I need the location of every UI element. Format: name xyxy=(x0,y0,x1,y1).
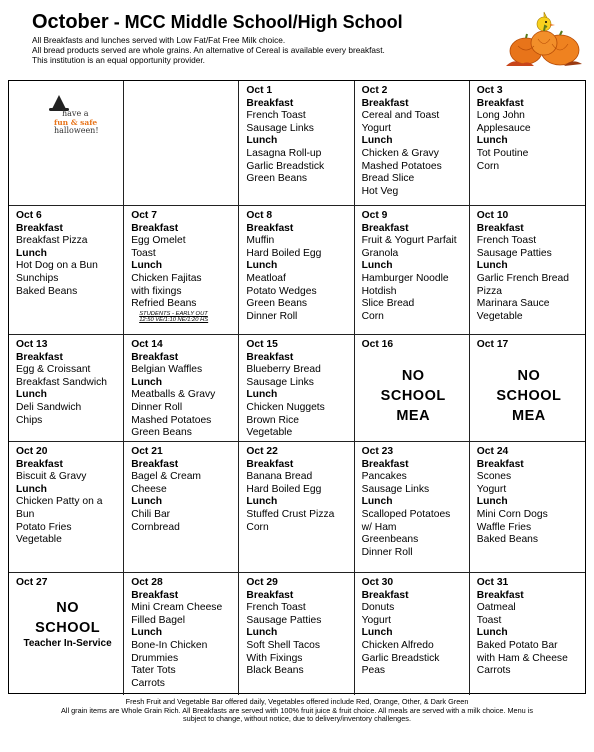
breakfast-item: Donuts xyxy=(361,602,395,614)
day-date: Oct 2 xyxy=(361,85,388,96)
no-school-notice xyxy=(362,366,465,426)
day-date: Oct 14 xyxy=(131,339,163,350)
lunch-item: Chicken Fajitas xyxy=(131,272,202,284)
header-note: All Breakfasts and lunches served with Low Fat/Fat Free Milk choice. xyxy=(32,35,286,45)
breakfast-item: Breakfast Pizza xyxy=(16,235,88,247)
lunch-item: Potato Wedges xyxy=(246,285,317,297)
breakfast-item: Toast xyxy=(476,614,502,626)
day-date: Oct 1 xyxy=(246,85,273,96)
breakfast-item: Applesauce xyxy=(476,122,531,134)
lunch-item: Meatballs & Gravy xyxy=(131,389,216,401)
breakfast-item: Yogurt xyxy=(361,122,391,134)
lunch-label: Lunch xyxy=(131,627,163,639)
day-cell xyxy=(9,206,124,335)
lunch-item: With Fixings xyxy=(246,652,303,664)
day-date: Oct 22 xyxy=(246,446,278,457)
witch-hat-icon xyxy=(52,95,66,109)
day-cell xyxy=(470,81,585,206)
day-date: Oct 9 xyxy=(361,210,388,221)
breakfast-label: Breakfast xyxy=(131,589,179,601)
lunch-item: Chicken Alfredo xyxy=(361,639,434,651)
no-school-line: SCHOOL xyxy=(35,619,101,636)
lunch-item: Garlic Breadstick xyxy=(361,652,440,664)
logo-text: halloween! xyxy=(54,126,99,135)
lunch-label: Lunch xyxy=(246,496,278,508)
lunch-label: Lunch xyxy=(476,627,508,639)
breakfast-item: Banana Bread xyxy=(246,471,313,483)
pumpkins-with-bird-icon xyxy=(504,6,584,72)
lunch-item: Mashed Potatoes xyxy=(131,414,212,426)
breakfast-label: Breakfast xyxy=(361,222,409,234)
lunch-item: Chili Bar xyxy=(131,508,171,520)
day-date: Oct 17 xyxy=(476,339,509,350)
lunch-item: Dinner Roll xyxy=(131,401,183,413)
lunch-item: Potato Fries xyxy=(16,521,72,533)
breakfast-label: Breakfast xyxy=(16,222,63,234)
lunch-label: Lunch xyxy=(131,496,163,508)
menu-header xyxy=(32,10,502,65)
breakfast-label: Breakfast xyxy=(361,589,409,601)
lunch-item: Green Beans xyxy=(131,427,192,439)
lunch-item: Refried Beans xyxy=(131,298,197,310)
day-cell xyxy=(239,573,354,695)
lunch-item: with fixings xyxy=(131,285,182,297)
logo-text: fun & safe xyxy=(54,118,98,127)
lunch-item: Carrots xyxy=(131,677,165,689)
lunch-label: Lunch xyxy=(476,135,508,147)
no-school-line: NO xyxy=(56,599,79,616)
breakfast-item: Toast xyxy=(131,247,156,259)
breakfast-label: Breakfast xyxy=(246,589,294,601)
footer-line: subject to change, without notice, due to delivery/inventory challenges. xyxy=(183,714,411,724)
lunch-item: Lasagna Roll-up xyxy=(246,147,322,159)
lunch-item: Green Beans xyxy=(246,298,308,310)
lunch-label: Lunch xyxy=(476,496,508,508)
day-cell xyxy=(124,81,239,206)
breakfast-item: Belgian Waffles xyxy=(131,364,203,376)
breakfast-item: Mini Cream Cheese xyxy=(131,602,223,614)
day-cell xyxy=(355,81,470,206)
lunch-item: Carrots xyxy=(476,665,511,677)
lunch-item: Scalloped Potatoes xyxy=(361,508,451,520)
breakfast-item: Scones xyxy=(476,471,512,483)
breakfast-item: Yogurt xyxy=(476,483,507,495)
lunch-item: Chicken Patty on a xyxy=(16,496,103,508)
footer-line: Fresh Fruit and Vegetable Bar offered daily, Vegetables offered include Red, Orange, Other, & Dark Green xyxy=(125,697,469,706)
lunch-item: Hot Veg xyxy=(361,185,399,197)
day-date: Oct 24 xyxy=(476,446,509,457)
lunch-label: Lunch xyxy=(246,389,278,401)
breakfast-item: Sausage Links xyxy=(361,483,430,495)
breakfast-label: Breakfast xyxy=(476,97,524,109)
menu-calendar xyxy=(8,80,586,694)
breakfast-item: Hard Boiled Egg xyxy=(246,247,322,259)
breakfast-item: Cheese xyxy=(131,483,167,495)
no-school-line: NO xyxy=(401,367,425,384)
footer-line: All grain items are Whole Grain Rich. All Breakfasts are served with 100% fruit juice & fruit choice. All meals are served with a milk choice. Menu is xyxy=(60,705,534,715)
lunch-label: Lunch xyxy=(16,483,47,495)
breakfast-label: Breakfast xyxy=(131,222,179,234)
breakfast-label: Breakfast xyxy=(361,97,409,109)
day-date: Oct 23 xyxy=(361,446,394,457)
no-school-line: NO xyxy=(517,367,541,384)
logo-text: have a xyxy=(62,109,89,118)
no-school-line: MEA xyxy=(512,407,546,424)
breakfast-item: Granola xyxy=(361,247,399,259)
breakfast-item: Hard Boiled Egg xyxy=(246,483,322,495)
breakfast-label: Breakfast xyxy=(131,458,179,470)
halloween-logo xyxy=(50,93,100,139)
lunch-item: Brown Rice xyxy=(246,414,300,426)
header-note: This institution is an equal opportunity provider. xyxy=(32,55,205,65)
day-date: Oct 6 xyxy=(16,210,42,221)
breakfast-item: Muffin xyxy=(246,235,275,247)
lunch-item: Cornbread xyxy=(131,521,180,533)
header-notes xyxy=(32,35,502,65)
lunch-item: Mashed Potatoes xyxy=(361,160,442,172)
lunch-item: Corn xyxy=(361,310,384,322)
day-cell xyxy=(470,206,585,335)
page-title xyxy=(32,10,502,34)
day-cell xyxy=(124,335,239,442)
breakfast-item: Sausage Patties xyxy=(246,614,322,626)
day-date: Oct 15 xyxy=(246,339,278,350)
no-school-line: SCHOOL xyxy=(380,387,446,404)
breakfast-item: Oatmeal xyxy=(476,602,516,614)
lunch-item: Green Beans xyxy=(246,173,308,185)
breakfast-item: Cereal and Toast xyxy=(361,110,440,122)
day-date: Oct 27 xyxy=(16,577,48,588)
lunch-item: w/ Ham xyxy=(361,521,397,533)
breakfast-label: Breakfast xyxy=(361,458,409,470)
breakfast-label: Breakfast xyxy=(476,458,524,470)
breakfast-label: Breakfast xyxy=(476,222,524,234)
breakfast-label: Breakfast xyxy=(246,222,294,234)
day-date: Oct 20 xyxy=(16,446,48,457)
lunch-item: Meatloaf xyxy=(246,272,286,284)
breakfast-item: Blueberry Bread xyxy=(246,364,321,376)
lunch-item: Mini Corn Dogs xyxy=(476,508,548,520)
breakfast-item: Egg & Croissant xyxy=(16,364,91,376)
breakfast-item: French Toast xyxy=(476,235,537,247)
breakfast-item: Sausage Patties xyxy=(476,247,552,259)
day-date: Oct 8 xyxy=(246,210,273,221)
day-cell xyxy=(239,206,354,335)
day-cell xyxy=(239,81,354,206)
lunch-item: Drummies xyxy=(131,652,179,664)
lunch-item: Garlic Breadstick xyxy=(246,160,325,172)
lunch-item: Tot Poutine xyxy=(476,147,529,159)
day-cell xyxy=(239,442,354,573)
day-cell xyxy=(239,335,354,442)
day-date: Oct 3 xyxy=(476,85,503,96)
no-school-line: MEA xyxy=(396,407,431,424)
day-cell xyxy=(124,442,239,573)
footer-notes xyxy=(8,698,586,724)
breakfast-item: Filled Bagel xyxy=(131,614,185,626)
breakfast-label: Breakfast xyxy=(246,458,294,470)
lunch-label: Lunch xyxy=(246,135,278,147)
lunch-item: Pizza xyxy=(476,285,502,297)
lunch-item: Soft Shell Tacos xyxy=(246,639,321,651)
breakfast-label: Breakfast xyxy=(476,589,524,601)
breakfast-label: Breakfast xyxy=(131,351,179,363)
day-cell xyxy=(470,335,585,442)
day-cell xyxy=(470,573,585,695)
day-cell xyxy=(355,442,470,573)
lunch-item: Marinara Sauce xyxy=(476,298,550,310)
breakfast-label: Breakfast xyxy=(16,351,63,363)
no-school-notice xyxy=(477,366,581,426)
lunch-label: Lunch xyxy=(361,496,393,508)
title-month: October xyxy=(32,11,109,33)
breakfast-item: French Toast xyxy=(246,110,306,122)
lunch-item: Bone-In Chicken xyxy=(131,639,208,651)
breakfast-item: Egg Omelet xyxy=(131,235,186,247)
early-out-note: 12:50 VE/1:10 NE/1:20 HS xyxy=(139,317,209,324)
lunch-item: Dinner Roll xyxy=(246,310,298,322)
lunch-item: Peas xyxy=(361,665,386,677)
lunch-item: Vegetable xyxy=(16,534,62,546)
lunch-item: Stuffed Crust Pizza xyxy=(246,508,335,520)
lunch-label: Lunch xyxy=(16,247,47,259)
lunch-item: Baked Beans xyxy=(476,534,539,546)
day-cell xyxy=(355,206,470,335)
lunch-item: with Ham & Cheese xyxy=(476,652,568,664)
no-school-notice xyxy=(16,598,119,638)
header-note: All bread products served are whole grains. An alternative of Cereal is available every breakfast. xyxy=(32,45,385,55)
lunch-label: Lunch xyxy=(246,260,278,272)
lunch-label: Lunch xyxy=(361,260,393,272)
lunch-item: Chicken Nuggets xyxy=(246,401,325,413)
lunch-item: Vegetable xyxy=(476,310,523,322)
lunch-item: Waffle Fries xyxy=(476,521,532,533)
lunch-item: Bun xyxy=(16,508,35,520)
lunch-item: Hot Dog on a Bun xyxy=(16,260,98,272)
lunch-label: Lunch xyxy=(476,260,508,272)
day-cell xyxy=(124,206,239,335)
day-cell xyxy=(124,573,239,695)
lunch-item: Sunchips xyxy=(16,272,59,284)
no-school-line: SCHOOL xyxy=(496,387,562,404)
lunch-item: Hotdish xyxy=(361,285,397,297)
lunch-label: Lunch xyxy=(361,627,393,639)
breakfast-item: Breakfast Sandwich xyxy=(16,376,108,388)
day-cell xyxy=(9,573,124,695)
day-cell xyxy=(355,573,470,695)
day-date: Oct 7 xyxy=(131,210,157,221)
day-cell xyxy=(470,442,585,573)
breakfast-item: Sausage Links xyxy=(246,376,314,388)
day-date: Oct 29 xyxy=(246,577,278,588)
lunch-item: Corn xyxy=(476,160,500,172)
breakfast-item: Biscuit & Gravy xyxy=(16,471,87,483)
lunch-item: Baked Beans xyxy=(16,285,78,297)
lunch-item: Slice Bread xyxy=(361,298,415,310)
breakfast-item: Sausage Links xyxy=(246,122,314,134)
day-date: Oct 16 xyxy=(361,339,394,350)
lunch-item: Corn xyxy=(246,521,269,533)
day-date: Oct 31 xyxy=(476,577,509,588)
lunch-label: Lunch xyxy=(361,135,393,147)
day-date: Oct 13 xyxy=(16,339,48,350)
lunch-item: Chicken & Gravy xyxy=(361,147,439,159)
lunch-item: Hamburger Noodle xyxy=(361,272,449,284)
breakfast-label: Breakfast xyxy=(246,97,294,109)
lunch-label: Lunch xyxy=(16,389,47,401)
title-school: - MCC Middle School/High School xyxy=(108,12,403,32)
breakfast-label: Breakfast xyxy=(246,351,294,363)
lunch-item: Deli Sandwich xyxy=(16,401,82,413)
lunch-item: Garlic French Bread xyxy=(476,272,569,284)
lunch-label: Lunch xyxy=(131,260,163,272)
day-cell xyxy=(9,442,124,573)
lunch-item: Bread Slice xyxy=(361,173,415,185)
day-cell xyxy=(355,335,470,442)
day-date: Oct 30 xyxy=(361,577,394,588)
day-date: Oct 21 xyxy=(131,446,163,457)
breakfast-label: Breakfast xyxy=(16,458,63,470)
lunch-item: Vegetable xyxy=(246,427,293,439)
lunch-label: Lunch xyxy=(246,627,278,639)
lunch-item: Baked Potato Bar xyxy=(476,639,558,651)
day-cell xyxy=(9,335,124,442)
lunch-item: Dinner Roll xyxy=(361,546,413,558)
breakfast-item: Fruit & Yogurt Parfait xyxy=(361,235,457,247)
day-date: Oct 28 xyxy=(131,577,163,588)
day-cell xyxy=(9,81,124,206)
breakfast-item: French Toast xyxy=(246,602,306,614)
breakfast-item: Bagel & Cream xyxy=(131,471,202,483)
early-out-note: STUDENTS - EARLY OUT xyxy=(139,310,208,317)
breakfast-item: Pancakes xyxy=(361,471,407,483)
breakfast-item: Long John xyxy=(476,110,525,122)
no-school-reason: Teacher In-Service xyxy=(23,637,112,649)
lunch-item: Black Beans xyxy=(246,665,304,677)
lunch-item: Chips xyxy=(16,414,43,426)
breakfast-item: Yogurt xyxy=(361,614,391,626)
lunch-item: Tater Tots xyxy=(131,665,176,677)
lunch-label: Lunch xyxy=(131,376,163,388)
lunch-item: Greenbeans xyxy=(361,534,419,546)
day-date: Oct 10 xyxy=(476,210,509,221)
